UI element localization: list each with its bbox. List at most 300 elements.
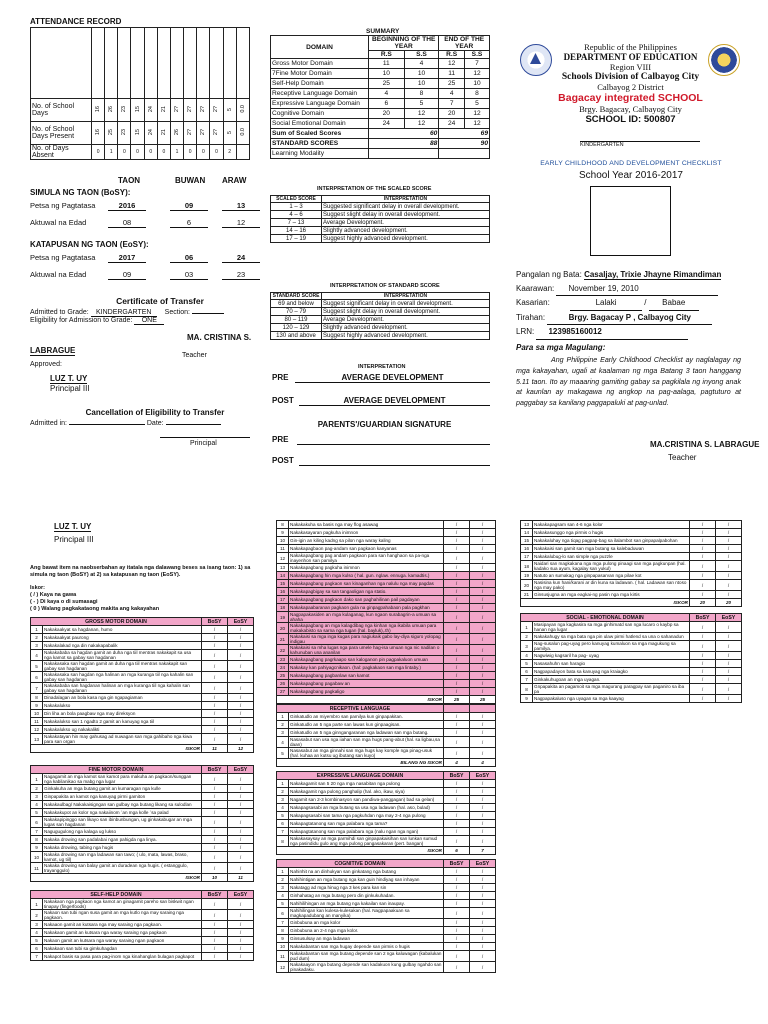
certificate-title: Certificate of Transfer xyxy=(116,296,204,306)
item-number: 6 xyxy=(277,820,289,828)
attendance-value: 15 xyxy=(131,122,144,145)
item-bosy-mark: / xyxy=(202,921,228,929)
item-bosy-mark: / xyxy=(690,641,716,652)
item-number: 4 xyxy=(31,929,43,937)
item-eosy-mark: / xyxy=(470,836,496,847)
checklist-item xyxy=(521,580,742,591)
item-eosy-mark: / xyxy=(470,812,496,820)
attendance-value: 21 xyxy=(157,122,170,145)
date-value: 13 xyxy=(222,201,260,211)
item-text: Nakakapagbang pagbanlaw san kamot xyxy=(289,672,444,680)
summary-cell-domain: Social Emotional Domain xyxy=(271,119,369,129)
item-number: 3 xyxy=(31,921,43,929)
item-number: 8 xyxy=(31,836,43,844)
item-bosy-mark: / xyxy=(444,545,470,553)
item-text: Nakakaulbag/ Nakakaisigngan san gulbay nga butang likang sa sulodlan xyxy=(43,801,202,809)
checklist-item xyxy=(277,812,496,820)
item-bosy-mark: / xyxy=(202,836,228,844)
checklist-total-row xyxy=(521,599,742,607)
item-bosy-mark: / xyxy=(444,796,470,804)
item-number: 12 xyxy=(277,553,289,564)
item-bosy-mark: / xyxy=(444,521,470,529)
item-eosy-mark: / xyxy=(228,937,254,945)
item-bosy-mark: / xyxy=(444,884,470,892)
item-text: Ginkakuhugoan an mga uyagan. xyxy=(533,676,690,684)
item-number: 25 xyxy=(277,672,289,680)
item-text: Nakakapagbang pagkaon dako san paghahilinan pail pagdayan xyxy=(289,596,444,604)
checklist-item xyxy=(277,737,496,748)
summary-cell-b-rs: 24 xyxy=(369,119,405,129)
item-number: 9 xyxy=(277,935,289,943)
attendance-row-label: No. of School Days Present xyxy=(31,122,92,145)
date-row xyxy=(30,201,260,214)
checklist-item xyxy=(31,694,254,702)
item-text: Nakakahugy sa mga bata nga pin ulaw pirmi hatlend sa una o sahanadun xyxy=(533,633,690,641)
item-text: Nakakapagbang hin mga kulso ( hal. gun. nglaw. ennuga. kamadtis.) xyxy=(289,572,444,580)
item-bosy-mark: / xyxy=(444,780,470,788)
summary-cell-b-rs: 25 xyxy=(369,79,405,89)
item-bosy-mark: / xyxy=(444,919,470,927)
item-eosy-mark: / xyxy=(716,553,742,561)
item-eosy-mark: / xyxy=(716,676,742,684)
item-number: 9 xyxy=(31,702,43,710)
summary-cell-e-rs: 20 xyxy=(439,109,465,119)
checklist-item xyxy=(31,921,254,929)
item-bosy-mark: / xyxy=(690,652,716,660)
checklist-item xyxy=(277,537,496,545)
item-number: 22 xyxy=(277,645,289,656)
checklist-item xyxy=(31,642,254,650)
item-text: Nag-susalun pag-uyag pero kanuyag kumaluon sa mga magukung sa pamilya. xyxy=(533,641,690,652)
item-text: Nakakaon nga pagkaon nga kamot an ginagamit pareho san biskwit ngan tinapay (fingerfoods) xyxy=(43,899,202,910)
interp-score: 17 – 19 xyxy=(271,235,322,243)
item-text: Nakakasaka san hagdan gamit an duha nga tiil mentras nakakapit san gabay san hagdanan xyxy=(43,661,202,672)
attendance-value: 23 xyxy=(118,122,131,145)
item-eosy-mark: / xyxy=(470,919,496,927)
item-bosy-mark: / xyxy=(202,710,228,718)
item-bosy-mark: / xyxy=(202,937,228,945)
item-bosy-mark: / xyxy=(444,623,470,634)
admitted-label: Admitted to Grade: xyxy=(30,309,89,316)
summary-domain-header: DOMAIN xyxy=(271,36,369,59)
item-eosy-mark: / xyxy=(470,713,496,721)
item-number: 1 xyxy=(277,713,289,721)
item-text: Nasasabut an mga ginnahi san mga hugs kay komple nga pinag-usuk (hal. kuhaa an kutsu ug ibutang san kuyo) xyxy=(289,748,444,759)
col-header-buwan: BUWAN xyxy=(175,176,206,185)
item-bosy-mark: / xyxy=(444,564,470,572)
item-eosy-mark: / xyxy=(470,623,496,634)
total-label: ISKOR xyxy=(31,745,202,753)
item-number: 4 xyxy=(31,801,43,809)
summary-cell-e-rs: 7 xyxy=(439,99,465,109)
item-text: Nakakaisi sa mga inga kugas para nagiukaik gabo lay-diya siguro yolopag indigau xyxy=(289,634,444,645)
item-text: Nakakapagbang an mga kalagdibag nga kinhan nga ikabila umuan para makakabisto sa sarna nga tugan (hal. bayluk),.th) xyxy=(289,623,444,634)
checklist-item xyxy=(31,899,254,910)
item-bosy-mark: / xyxy=(690,695,716,703)
principal-role: Principal III xyxy=(50,384,90,393)
item-text: Nakakapipinggo san likayo san ibinbunbungan, ug ginkakabugar an mga lugas san hagdanan xyxy=(43,817,202,828)
attendance-value: 15 xyxy=(131,99,144,122)
checklist-item xyxy=(277,713,496,721)
summary-cell-e-ss: 12 xyxy=(464,69,489,79)
summary-cell-b-ss: 12 xyxy=(404,119,439,129)
item-number: 5 xyxy=(31,937,43,945)
checklist-item xyxy=(31,785,254,793)
item-number: 1 xyxy=(31,899,43,910)
eosy-header: EoSY xyxy=(228,891,254,899)
attendance-value: 0 xyxy=(131,145,144,160)
interp-text: Suggest slight delay in overall development. xyxy=(322,211,490,219)
item-text: Nakatagg ad mga hinug nga 3 kes para kan sin xyxy=(289,884,444,892)
item-bosy-mark: / xyxy=(202,718,228,726)
item-bosy-mark: / xyxy=(444,812,470,820)
item-eosy-mark: / xyxy=(716,591,742,599)
attendance-table xyxy=(30,27,250,160)
item-eosy-mark: / xyxy=(716,668,742,676)
attendance-total: 0.0 xyxy=(236,99,249,122)
item-eosy-mark: / xyxy=(228,785,254,793)
item-eosy-mark: / xyxy=(228,921,254,929)
total-eosy: 25 xyxy=(470,696,496,704)
checklist-item xyxy=(277,623,496,634)
item-eosy-mark: / xyxy=(470,927,496,935)
school-year: School Year 2016-2017 xyxy=(579,170,683,181)
summary-cell-e-rs: 25 xyxy=(439,79,465,89)
checklist-item xyxy=(31,910,254,921)
item-text: Nakakakuha sa basis nga may flog asawag xyxy=(289,521,444,529)
checklist-item xyxy=(277,935,496,943)
interpretation-title: INTERPRETATION xyxy=(358,364,406,370)
item-eosy-mark: / xyxy=(470,962,496,973)
item-eosy-mark: / xyxy=(228,774,254,785)
item-text: Nakakapagbang pagkuha inimnon xyxy=(289,564,444,572)
item-number: 7 xyxy=(31,953,43,961)
item-bosy-mark: / xyxy=(444,828,470,836)
scaled-interp-header: INTERPRETATION xyxy=(322,196,490,203)
item-number: 8 xyxy=(31,694,43,702)
item-text: Nakakapagbang pagabaw an xyxy=(289,680,444,688)
checklist-item xyxy=(31,650,254,661)
interp-text: Suggest highly advanced development. xyxy=(322,235,490,243)
parents-note xyxy=(516,343,741,409)
item-bosy-mark: / xyxy=(444,900,470,908)
item-number: 3 xyxy=(277,884,289,892)
checklist-item xyxy=(31,863,254,874)
checklist-title: EARLY CHILDHOOD AND DEVELOPMENT CHECKLIST xyxy=(540,160,722,167)
item-eosy-mark: / xyxy=(470,664,496,672)
key-line: ( 0 ) Walang pagkakataong makita ang kakayahan xyxy=(30,606,160,612)
item-number: 24 xyxy=(277,664,289,672)
checklist-item xyxy=(521,545,742,553)
summary-row xyxy=(271,99,490,109)
summary-title: SUMMARY xyxy=(366,28,400,35)
item-text: Gnpapakita an pagamoit sa mga magurang paragpay san paganiro sa iba pa xyxy=(533,684,690,695)
summary-cell-b-rs: 6 xyxy=(369,99,405,109)
checklist-total-row xyxy=(31,745,254,753)
scaled-interp-title: INTERPRETATION OF THE SCALED SCORE xyxy=(317,186,432,192)
attendance-month-cell xyxy=(210,28,223,99)
summary-row xyxy=(271,109,490,119)
item-bosy-mark: / xyxy=(202,785,228,793)
item-bosy-mark: / xyxy=(202,642,228,650)
standard-interp-title: INTERPRETATION OF STANDARD SCORE xyxy=(330,283,440,289)
item-bosy-mark: / xyxy=(444,553,470,564)
item-number: 5 xyxy=(31,661,43,672)
item-number: 2 xyxy=(31,634,43,642)
item-bosy-mark: / xyxy=(444,737,470,748)
item-bosy-mark: / xyxy=(202,863,228,874)
item-eosy-mark: / xyxy=(228,734,254,745)
attendance-value: 24 xyxy=(144,122,157,145)
item-text: Nakakapagbang pag andam pagkaon para san hanghaon sa pa-nga inayenhon san pamilya xyxy=(289,553,444,564)
item-bosy-mark: / xyxy=(444,876,470,884)
item-bosy-mark: / xyxy=(444,951,470,962)
item-eosy-mark: / xyxy=(716,521,742,529)
item-eosy-mark: / xyxy=(470,951,496,962)
checklist-item xyxy=(277,572,496,580)
checklist-item xyxy=(31,683,254,694)
checklist-item xyxy=(521,561,742,572)
item-text: Nakakalukso xyxy=(43,702,202,710)
total-eosy: 12 xyxy=(228,745,254,753)
item-number: 8 xyxy=(277,836,289,847)
item-bosy-mark: / xyxy=(202,809,228,817)
standard-interp-table xyxy=(270,292,490,340)
date-value: 23 xyxy=(222,270,260,280)
item-eosy-mark: / xyxy=(228,718,254,726)
checklist-item xyxy=(277,748,496,759)
date-value: 2016 xyxy=(108,201,146,211)
item-eosy-mark: / xyxy=(470,729,496,737)
item-eosy-mark: / xyxy=(470,604,496,612)
attendance-value: 1 xyxy=(170,145,183,160)
item-bosy-mark: / xyxy=(202,899,228,910)
item-number: 17 xyxy=(277,596,289,604)
checklist-item xyxy=(277,521,496,529)
summary-cell-e-rs: 12 xyxy=(439,59,465,69)
attendance-value: 16 xyxy=(92,122,105,145)
item-bosy-mark: / xyxy=(444,804,470,812)
item-bosy-mark: / xyxy=(202,929,228,937)
checklist-cognitive xyxy=(276,859,496,973)
checklist-self-help xyxy=(30,890,254,961)
sum-label: Sum of Scaled Scores xyxy=(271,129,369,139)
item-number: 14 xyxy=(521,529,533,537)
item-text: Nakakasaysay an mga parmihdi san ginpapakaisihan san lunkan sumud nga pasindidu gulo ang mga pulong pangasakaran (pert. bangan) xyxy=(289,836,444,847)
item-eosy-mark: / xyxy=(228,910,254,921)
checklist-self-help-cont xyxy=(276,520,496,704)
checklist-item xyxy=(521,622,742,633)
checklist-item xyxy=(277,788,496,796)
item-number: 17 xyxy=(521,553,533,561)
std-b: 88 xyxy=(369,139,439,149)
item-bosy-mark: / xyxy=(444,820,470,828)
item-text: Nakakabantan san mga hugay depende san pirmis o hugis xyxy=(289,943,444,951)
item-number: 23 xyxy=(277,656,289,664)
checklist-title: COGNITIVE DOMAIN xyxy=(277,860,444,868)
rs-header: R.S xyxy=(369,51,405,59)
checklist-item xyxy=(31,801,254,809)
summary-cell-b-rs: 11 xyxy=(369,59,405,69)
eosy-title: KATAPUSAN NG TAON (EoSY): xyxy=(30,240,149,249)
checklist-item xyxy=(277,721,496,729)
checklist-item xyxy=(277,645,496,656)
item-bosy-mark: / xyxy=(202,634,228,642)
checklist-total-row xyxy=(277,696,496,704)
item-text: Nakaaon gamit an kutsara nga may saraing nga pagkaon. xyxy=(43,921,202,929)
attendance-row xyxy=(31,145,250,160)
item-bosy-mark: / xyxy=(202,672,228,683)
item-bosy-mark: / xyxy=(444,634,470,645)
item-text: Nakakasunggo nga pirmis o hugis xyxy=(533,529,690,537)
interp-score: 70 – 79 xyxy=(271,308,322,316)
item-eosy-mark: / xyxy=(228,793,254,801)
item-text: Nakaon san tubi ngan susa gamit an mga kutlo nga may saraing nga pagkaon. xyxy=(43,910,202,921)
item-text: Nakakalubug-lo san simple nga puzzle xyxy=(533,553,690,561)
checklist-item xyxy=(277,656,496,664)
checklist-gross-motor xyxy=(30,617,254,753)
date-label: Date: xyxy=(146,420,164,427)
checklist-item xyxy=(31,626,254,634)
item-number: 16 xyxy=(521,545,533,553)
attendance-value: 24 xyxy=(144,99,157,122)
summary-cell-e-rs: 11 xyxy=(439,69,465,79)
interp-text: Average Development. xyxy=(322,219,490,227)
item-bosy-mark: / xyxy=(444,908,470,919)
item-eosy-mark: / xyxy=(716,684,742,695)
item-bosy-mark: / xyxy=(444,688,470,696)
checklist-item xyxy=(277,951,496,962)
summary-cell-domain: Gross Motor Domain xyxy=(271,59,369,69)
attendance-value: 23 xyxy=(118,99,131,122)
item-eosy-mark: / xyxy=(470,908,496,919)
item-text: Nakaka drowing san balay gamit an duradean nga hugis. ( estanggulo, trayanggulo) xyxy=(43,863,202,874)
item-text: Ginkakuha an mga butang gamit an kumaragan nga kulle xyxy=(43,785,202,793)
summary-cell-b-rs: 10 xyxy=(369,69,405,79)
item-number: 2 xyxy=(31,910,43,921)
item-number: 6 xyxy=(31,817,43,828)
interp-row xyxy=(271,316,490,324)
attendance-row-label: No. of Days Absent xyxy=(31,145,92,160)
attendance-month-cell xyxy=(170,28,183,99)
region-text: Region VIII xyxy=(609,62,652,72)
item-number: 5 xyxy=(31,809,43,817)
interp-row xyxy=(271,203,490,211)
total-bosy: 20 xyxy=(690,599,716,607)
summary-cell-domain: Receptive Language Domain xyxy=(271,89,369,99)
item-eosy-mark: / xyxy=(228,953,254,961)
pre-value: AVERAGE DEVELOPMENT xyxy=(295,373,490,383)
scaled-interp-table xyxy=(270,195,490,243)
item-eosy-mark: / xyxy=(228,642,254,650)
lrn-label: LRN: xyxy=(516,327,535,336)
total-eosy: 7 xyxy=(470,847,496,855)
attendance-corner xyxy=(31,28,92,99)
item-bosy-mark: / xyxy=(444,935,470,943)
item-text: Nakakatayan hin may gahusag ad nuwagan san mga gahibaho nga kiwa para san organ xyxy=(43,734,202,745)
summary-cell-e-rs: 24 xyxy=(439,119,465,129)
item-number: 3 xyxy=(31,793,43,801)
attendance-value: 0 xyxy=(92,145,105,160)
interp-text: Slightly advanced development. xyxy=(322,227,490,235)
interp-row xyxy=(271,332,490,340)
item-number: 3 xyxy=(277,729,289,737)
checklist-expressive xyxy=(276,771,496,855)
interp-row xyxy=(271,211,490,219)
item-bosy-mark: / xyxy=(690,633,716,641)
post-label: POST xyxy=(272,396,294,405)
attendance-value: 25 xyxy=(105,122,118,145)
bosy-header: BoSY xyxy=(444,772,470,780)
item-bosy-mark: / xyxy=(202,953,228,961)
item-text: Nagpapakaluso nga uyagan sa mga kaayag xyxy=(533,695,690,703)
item-text: Nakakay kan pahiyagcnikaon. (hal: pagkakaon san mga lintaby.) xyxy=(289,664,444,672)
item-number: 8 xyxy=(277,927,289,935)
attendance-value: 0 xyxy=(210,145,223,160)
item-eosy-mark: / xyxy=(470,900,496,908)
item-bosy-mark: / xyxy=(202,945,228,953)
item-text: Ginpapakita an kamot nga kanuyag pirmi gamiton xyxy=(43,793,202,801)
date-row-label: Aktuwal na Edad xyxy=(30,218,87,227)
item-number: 5 xyxy=(521,660,533,668)
checklist-total-row xyxy=(277,847,496,855)
checklist-item xyxy=(277,962,496,973)
approved-label: Approved: xyxy=(30,361,62,368)
item-text: Nakakapagbigay sa san tangaoligan nga statio. xyxy=(289,588,444,596)
bosy-header: BoSY xyxy=(202,891,228,899)
eosy-header: EoSY xyxy=(228,766,254,774)
eosy-header: EoSY xyxy=(470,772,496,780)
checklist-receptive xyxy=(276,704,496,767)
checklist-item xyxy=(521,521,742,529)
item-text: Nakakaisi san gamit san mga butang sa kalebaduwan xyxy=(533,545,690,553)
checklist-item xyxy=(277,580,496,588)
item-number: 4 xyxy=(277,892,289,900)
item-eosy-mark: / xyxy=(470,943,496,951)
sex-male: Lalaki xyxy=(570,296,642,311)
std-e: 90 xyxy=(439,139,490,149)
checklist-item xyxy=(521,633,742,641)
attendance-title: ATTENDANCE RECORD xyxy=(30,17,122,26)
date-value: 08 xyxy=(108,218,146,228)
item-number: 20 xyxy=(521,580,533,591)
item-eosy-mark: / xyxy=(470,588,496,596)
student-address: Brgy. Bagacay P , Calbayog City xyxy=(547,311,712,326)
item-bosy-mark: / xyxy=(444,788,470,796)
student-birth: November 19, 2010 xyxy=(556,282,718,297)
interp-score: 120 – 129 xyxy=(271,324,322,332)
item-number: 7 xyxy=(521,676,533,684)
item-number: 1 xyxy=(277,780,289,788)
date-row-label: Petsa ng Pagtatasa xyxy=(30,253,96,262)
item-number: 4 xyxy=(31,650,43,661)
item-eosy-mark: / xyxy=(228,945,254,953)
col-header-taon: TAON xyxy=(118,176,141,185)
total-label: ISKOR xyxy=(277,696,444,704)
item-eosy-mark: / xyxy=(470,564,496,572)
checklist-item xyxy=(31,710,254,718)
item-eosy-mark: / xyxy=(228,836,254,844)
date-row xyxy=(30,253,260,266)
attendance-value: 2? xyxy=(197,122,210,145)
checklist-item xyxy=(521,652,742,660)
item-text: Nakapagsasabi san tama nga pagkuhdan nga may 2-4 nga pulong xyxy=(289,812,444,820)
total-eosy: 20 xyxy=(716,599,742,607)
item-text: Nakaon gamit an kutsara nga waray saraing ngan pagkaon xyxy=(43,937,202,945)
bosy-title: SIMULA NG TAON (BoSY): xyxy=(30,188,131,197)
checklist-item xyxy=(521,660,742,668)
pre-label: PRE xyxy=(272,373,289,382)
